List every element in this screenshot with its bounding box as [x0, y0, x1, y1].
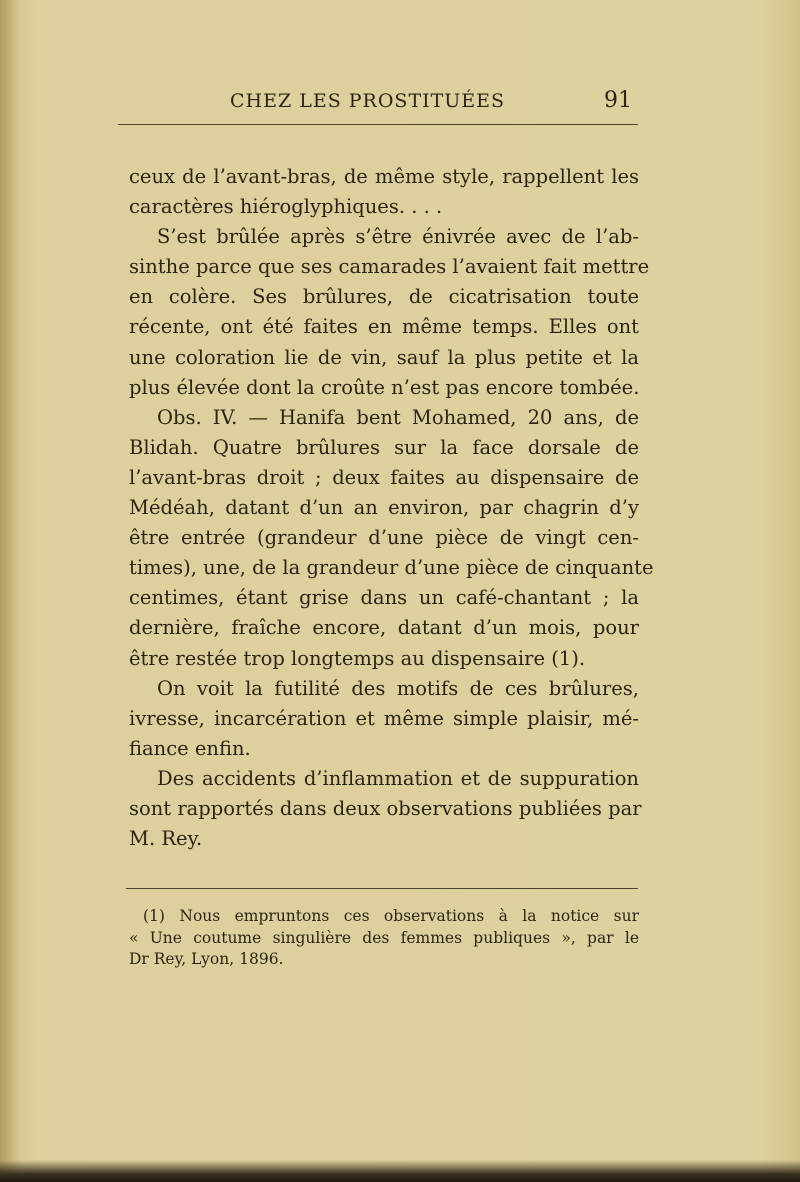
text-line: Blidah. Quatre brûlures sur la face dorsale de [129, 435, 639, 459]
text-line: ceux de l’avant-bras, de même style, rappellent les [129, 165, 639, 188]
text-line: On voit la futilité des motifs de ces brûlures, [157, 676, 639, 700]
text-line: Médéah, datant d’un an environ, par chagrin d’y [129, 496, 639, 520]
text-line: caractères hiéroglyphiques. . . . [129, 195, 443, 219]
text-line: dernière, fraîche encore, datant d’un mois, pour [129, 616, 639, 640]
body-text [129, 162, 654, 854]
footnote-line: (1) Nous empruntons ces observations à la notice sur [143, 907, 639, 925]
text-line: une coloration lie de vin, sauf la plus petite et la [129, 345, 639, 369]
text-line: centimes, étant grise dans un café-chantant ; la [129, 586, 639, 610]
text-line: l’avant-bras droit ; deux faites au dispensaire de [129, 465, 639, 489]
footnote-line: « Une coutume singulière des femmes publiques », par le [129, 928, 639, 947]
footnote-rule [126, 888, 638, 889]
footnote [129, 906, 639, 971]
gutter-shadow [0, 0, 22, 1182]
text-line: plus élevée dont la croûte n’est pas encore tombée. [129, 375, 640, 399]
text-line: fiance enfin. [129, 736, 251, 760]
text-line: S’est brûlée après s’être énivrée avec de l’ab- [157, 225, 639, 249]
text-line: Des accidents d’inflammation et de suppuration [157, 766, 639, 790]
page-number: 91 [604, 88, 632, 113]
text-line: en colère. Ses brûlures, de cicatrisation toute [129, 285, 639, 309]
running-title: CHEZ LES PROSTITUÉES [230, 90, 506, 112]
footnote-line: Dr Rey, Lyon, 1896. [129, 950, 284, 968]
page-header [118, 88, 640, 118]
text-line: Obs. IV. — Hanifa bent Mohamed, 20 ans, de [157, 405, 639, 429]
header-rule [118, 124, 638, 125]
text-line: être restée trop longtemps au dispensaire (1). [129, 646, 586, 670]
text-line: times), une, de la grandeur d’une pièce de cinquante [129, 556, 654, 580]
page-bottom-edge [0, 1160, 800, 1182]
text-line: être entrée (grandeur d’une pièce de vingt cen- [129, 526, 639, 550]
text-line: sont rapportés dans deux observations publiées par [129, 796, 642, 820]
text-line: M. Rey. [129, 827, 203, 851]
text-line: récente, ont été faites en même temps. Elles ont [129, 315, 639, 339]
text-line: sinthe parce que ses camarades l’avaient fait mettre [129, 255, 650, 279]
text-line: ivresse, incarcération et même simple plaisir, mé- [129, 706, 639, 730]
